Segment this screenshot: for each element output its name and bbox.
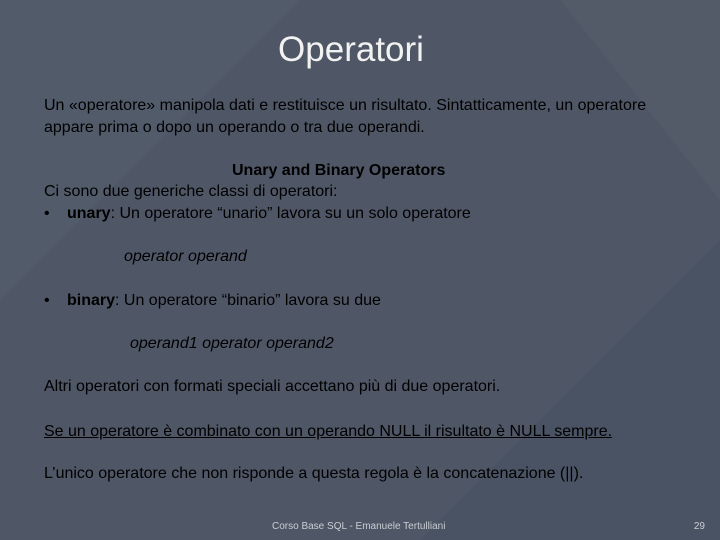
special-formats-line: Altri operatori con formati speciali accettano più di due operatori. (44, 378, 501, 395)
slide-title: Operatori (278, 30, 424, 69)
bullet-dot: • (44, 292, 50, 309)
example-unary: operator operand (124, 248, 247, 265)
bullet-dot: • (44, 205, 50, 222)
footer-text: Corso Base SQL - Emanuele Tertulliani (272, 521, 446, 532)
page-number: 29 (693, 521, 705, 532)
bullet-description: : Un operatore “unario” lavora su un solo operatore (110, 205, 471, 222)
section-heading: Unary and Binary Operators (232, 162, 446, 179)
bullet-term: unary (67, 205, 111, 222)
null-rule: Se un operatore è combinato con un operando NULL il risultato è NULL sempre. (44, 423, 613, 440)
example-binary: operand1 operator operand2 (130, 335, 334, 352)
bullet-term: binary (67, 292, 116, 309)
bullet-description: : Un operatore “binario” lavora su due (115, 292, 381, 309)
intro-paragraph: Un «operatore» manipola dati e restituisce un risultato. Sintatticamente, un operatore appare prima o dopo un operando o tra due operandi. (44, 97, 647, 136)
concat-rule: L’unico operatore che non risponde a questa regola è la concatenazione (||). (44, 465, 584, 482)
bullet-text (67, 290, 381, 312)
bullet-text (67, 203, 471, 225)
classes-line: Ci sono due generiche classi di operatori: (44, 183, 338, 200)
